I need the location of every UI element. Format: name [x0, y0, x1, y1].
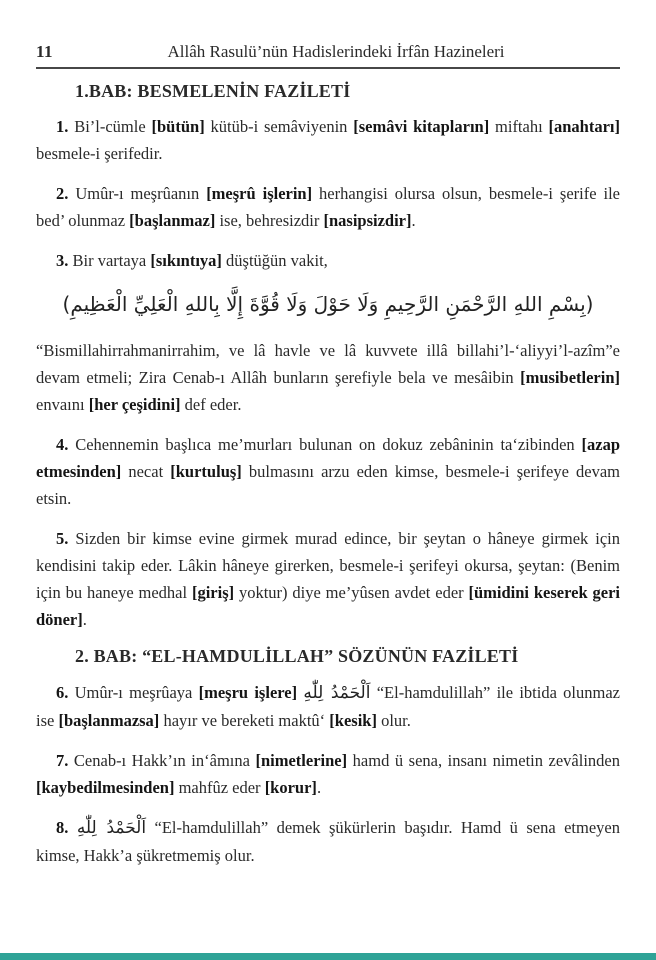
paragraph-4: 4. Cehennemin başlıca me’murları bulunan on dokuz zebâninin ta‘zibinden [azap etmesinden] necat [kurtuluş] bulmasını arzu eden kimse, besmele-i şerifeye devam etsin.	[36, 435, 620, 508]
paragraph-8: 8. اَلْحَمْدُ لِلّٰهِ “El-hamdulillah” demek şükürlerin başıdır. Hamd ü sena etmeyen kimse, Hakk’a şükretmemiş olur.	[36, 818, 620, 865]
paragraph-7: 7. Cenab-ı Hakk’ın in‘âmına [nimetlerine] hamd ü sena, insanı nimetin zevâlinden [kaybedilmesinden] mahfûz eder [korur].	[36, 751, 620, 797]
paragraph-5: 5. Sizden bir kimse evine girmek murad edince, bir şeytan o hâneye girmek için kendisini takip eder. Lâkin hâneye girerken, besmele-i şerifeyi okursa, şeytan: (Benim için bu haneye medhal [giriş] yoktur) diye me’yûsen avdet eder [ümidini keserek geri döner].	[36, 529, 620, 629]
paragraph-quote: “Bismillahirrahmanirrahim, ve lâ havle ve lâ kuvvete illâ billahi’l-‘aliyyi’l-azîm”e devam etmeli; Zira Cenab-ı Allâh bunların şerefiyle bela ve mesâibin [musibetlerin] envaını [her çeşidini] def eder.	[36, 341, 620, 414]
chapter-heading-2: 2. BAB: “EL-HAMDULİLLAH” SÖZÜNÜN FAZİLETİ	[75, 646, 519, 666]
chapter-heading-1: 1.BAB: BESMELENİN FAZİLETİ	[75, 81, 351, 101]
running-title: Allâh Rasulü’nün Hadislerindeki İrfân Hazineleri	[167, 42, 505, 61]
paragraph-1: 1. Bi’l-cümle [bütün] kütüb-i semâviyenin [semâvi kitapların] miftahı [anahtarı] besmele-i şerifedir.	[36, 117, 620, 163]
paragraph-6: 6. Umûr-ı meşrûaya [meşru işlere] اَلْحَمْدُ لِلّٰهِ “El-hamdulillah” ile ibtida olunmaz ise [başlanmazsa] hayır ve bereketi maktû‘ [kesik] olur.	[36, 683, 620, 730]
paragraph-3: 3. Bir vartaya [sıkıntıya] düştüğün vakit,	[56, 251, 328, 270]
arabic-dua-line: (بِسْمِ اللهِ الرَّحْمَنِ الرَّحِيمِ وَلَا حَوْلَ وَلَا قُوَّةَ إِلَّا بِاللهِ الْعَلِيِّ الْعَظِيمِ)	[62, 292, 594, 316]
paragraph-2: 2. Umûr-ı meşrûanın [meşrû işlerin] herhangisi olursa olsun, besmele-i şerife ile bed’ olunmaz [başlanmaz] ise, behresizdir [nasipsizdir].	[36, 184, 620, 230]
reader-progress-bar[interactable]	[0, 953, 656, 960]
page-header	[36, 42, 620, 69]
page-number: 11	[36, 42, 54, 61]
